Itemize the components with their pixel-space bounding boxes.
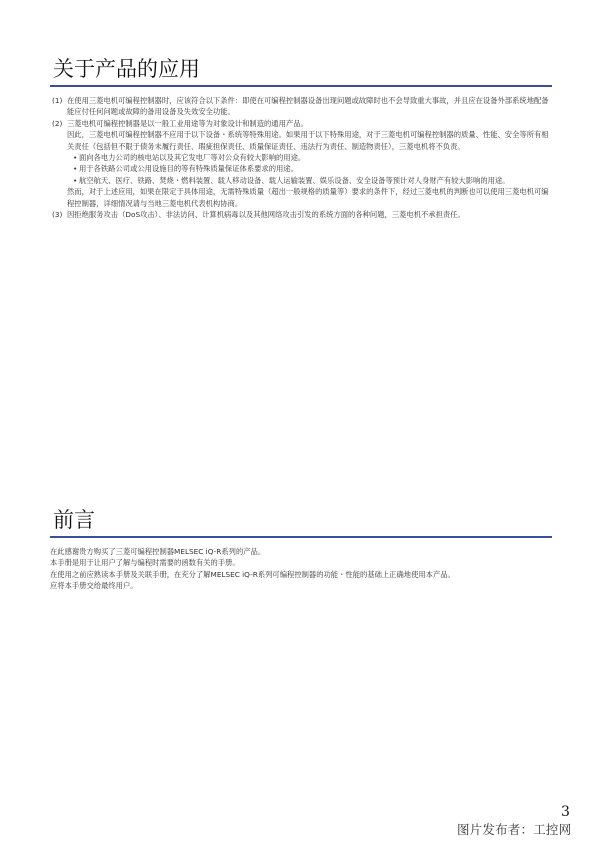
paragraph: 然而，对于上述应用，如果在限定于具体用途，无需特殊质量（超出一般规格的质量等）要求的条件下，经过三菱电机的判断也可以使用三菱电机可编程控制器，详细情况请与当地三菱电机代表机构协商。: [67, 187, 549, 208]
page-number: 3: [561, 804, 570, 820]
paragraph: 因此，三菱电机可编程控制器不应用于以下设备・系统等特殊用途。如果用于以下特殊用途，对于三菱电机可编程控制器的质量、性能、安全等所有相关责任（包括但不限于债务未履行责任、瑕疵担保责任、质量保证责任、违法行为责任、制造物责任），三菱电机将不负责。: [67, 130, 549, 151]
watermark-text: 图片发布者：工控网: [457, 822, 572, 837]
list-item: [50, 209, 552, 220]
section-title: 前言: [53, 508, 95, 532]
item-number: (2): [52, 118, 63, 128]
item-number: (3): [52, 210, 63, 220]
bullet-item: [50, 152, 552, 163]
bullet-item: [50, 163, 552, 174]
section-preface: [50, 507, 552, 592]
title-underline: [50, 536, 552, 538]
section-product-application: [50, 56, 552, 220]
item-number: (1): [52, 96, 63, 105]
bullet-icon: •: [73, 175, 78, 185]
title-underline: [50, 85, 552, 87]
bullet-text: 用于各铁路公司或公用设施目的等有特殊质量保证体系要求的用途。: [79, 164, 298, 174]
list-item: [50, 95, 552, 118]
list-item: [50, 118, 552, 129]
item-text: 在使用三菱电机可编程控制器时，应该符合以下条件：即使在可编程控制器设备出现问题或故障时也不会导致重大事故，并且应在设备外部系统地配备能应付任何问题或故障的备用设备及失效安全功能。: [67, 96, 549, 117]
paragraph: 在使用之前应熟读本手册及关联手册，在充分了解MELSEC iQ-R系列可编程控制器的功能・性能的基础上正确地使用本产品。: [50, 569, 455, 579]
section-body: [50, 546, 552, 592]
bullet-text: 航空航天、医疗、铁路、焚烧・燃料装置、载人移动设备、载人运输装置、娱乐设备、安全设备等预计对人身财产有较大影响的用途。: [79, 175, 510, 185]
bullet-item: [50, 175, 552, 186]
paragraph: 本手册是用于让用户了解与编程时需要的函数有关的手册。: [50, 558, 240, 568]
bullet-icon: •: [73, 164, 78, 174]
section-body: [50, 95, 552, 220]
section-title: 关于产品的应用: [53, 57, 200, 81]
item-text: 因拒绝服务攻击（DoS攻击）、非法访问、计算机病毒以及其他网络攻击引发的系统方面的各种问题，三菱电机不承担责任。: [67, 210, 465, 220]
paragraph: 应将本手册交给最终用户。: [50, 581, 138, 591]
bullet-text: 面向各电力公司的核电站以及其它发电厂等对公众有较大影响的用途。: [79, 153, 306, 163]
bullet-icon: •: [73, 153, 78, 163]
item-text: 三菱电机可编程控制器是以一般工业用途等为对象设计和制造的通用产品。: [67, 118, 308, 128]
paragraph: 在此感谢贵方购买了三菱可编程控制器MELSEC iQ-R系列的产品。: [50, 547, 266, 556]
